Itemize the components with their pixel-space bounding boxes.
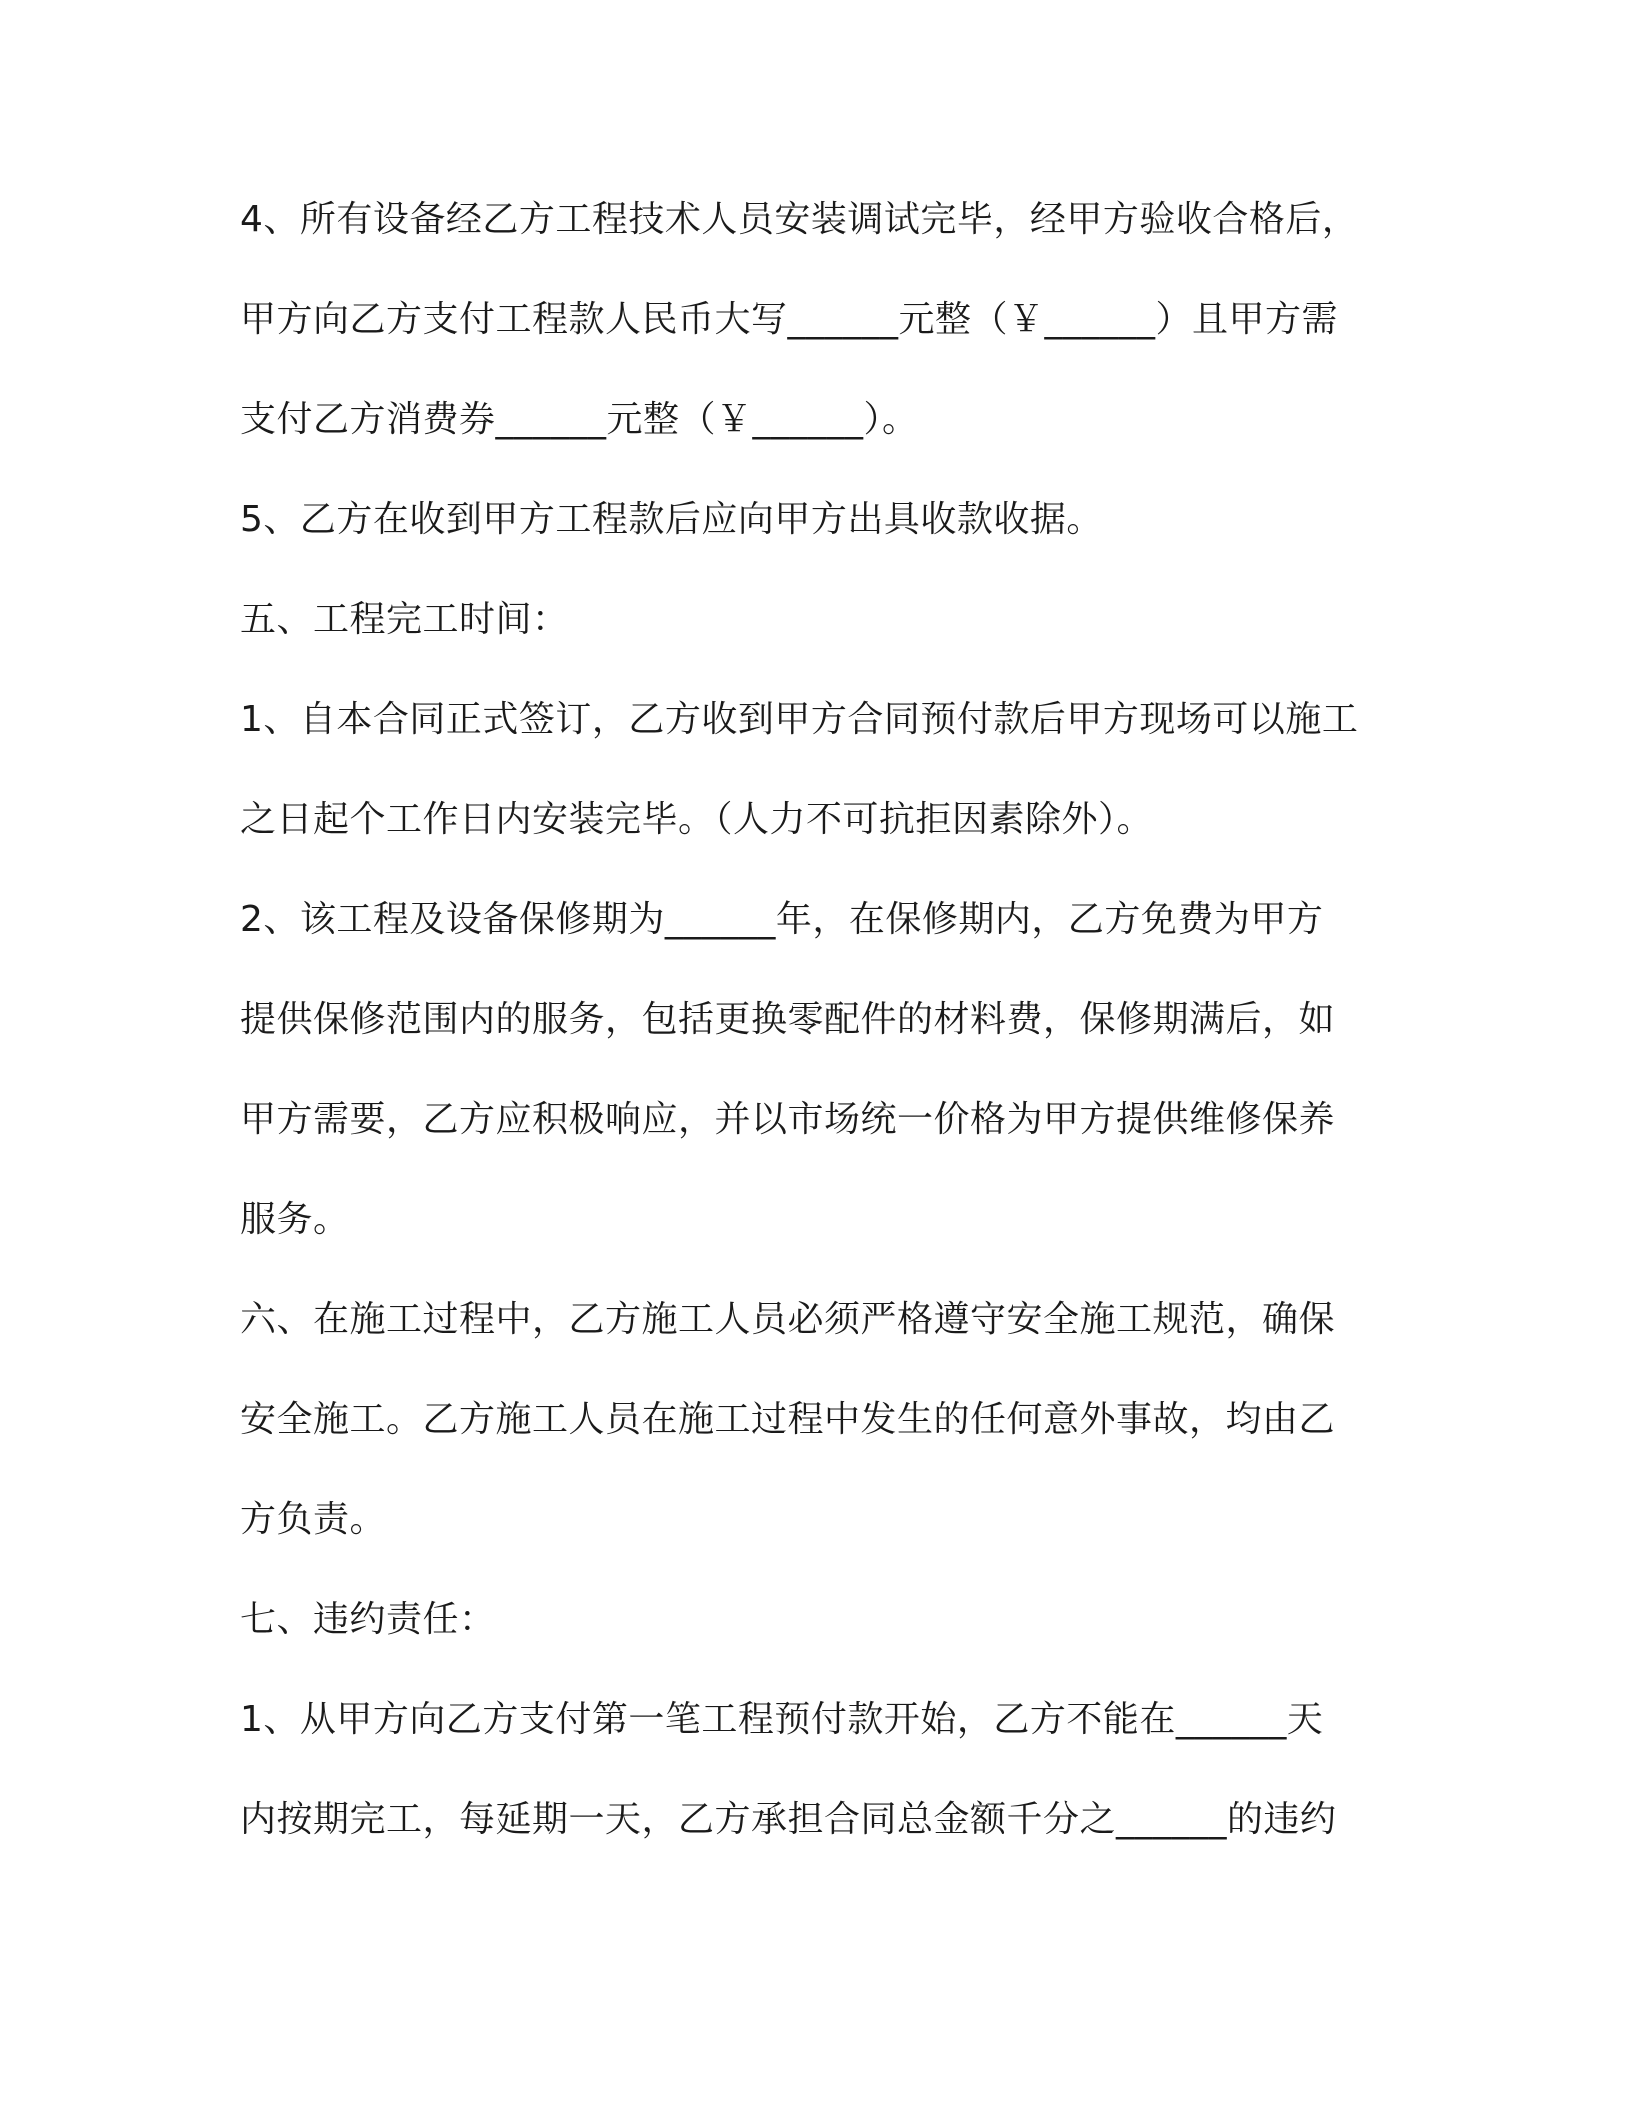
text-line: 服务。 [240, 1199, 350, 1240]
text-line: 提供保修范围内的服务，包括更换零配件的材料费，保修期满后，如 [240, 999, 1336, 1040]
text-line: 4、所有设备经乙方工程技术人员安装调试完毕，经甲方验收合格后， [240, 199, 1359, 240]
text-line: 之日起个工作日内安装完毕。（人力不可抗拒因素除外）。 [240, 799, 1154, 840]
text-line: 内按期完工，每延期一天，乙方承担合同总金额千分之______的违约 [240, 1799, 1337, 1840]
text-line: 支付乙方消费券______元整（￥______）。 [240, 399, 919, 440]
text-line: 甲方向乙方支付工程款人民币大写______元整（￥______）且甲方需 [240, 299, 1339, 340]
text-line: 1、自本合同正式签订，乙方收到甲方合同预付款后甲方现场可以施工 [240, 699, 1359, 740]
text-line: 安全施工。乙方施工人员在施工过程中发生的任何意外事故，均由乙 [240, 1399, 1336, 1440]
section-heading: 六、在施工过程中，乙方施工人员必须严格遵守安全施工规范，确保 [240, 1299, 1336, 1340]
section-heading: 七、违约责任： [240, 1599, 496, 1640]
text-line: 甲方需要，乙方应积极响应，并以市场统一价格为甲方提供维修保养 [240, 1099, 1336, 1140]
text-line: 2、该工程及设备保修期为______年，在保修期内，乙方免费为甲方 [240, 899, 1324, 940]
section-heading: 五、工程完工时间： [240, 599, 569, 640]
text-line: 方负责。 [240, 1499, 387, 1540]
text-line: 1、从甲方向乙方支付第一笔工程预付款开始，乙方不能在______天 [240, 1699, 1324, 1740]
text-line: 5、乙方在收到甲方工程款后应向甲方出具收款收据。 [240, 499, 1103, 540]
